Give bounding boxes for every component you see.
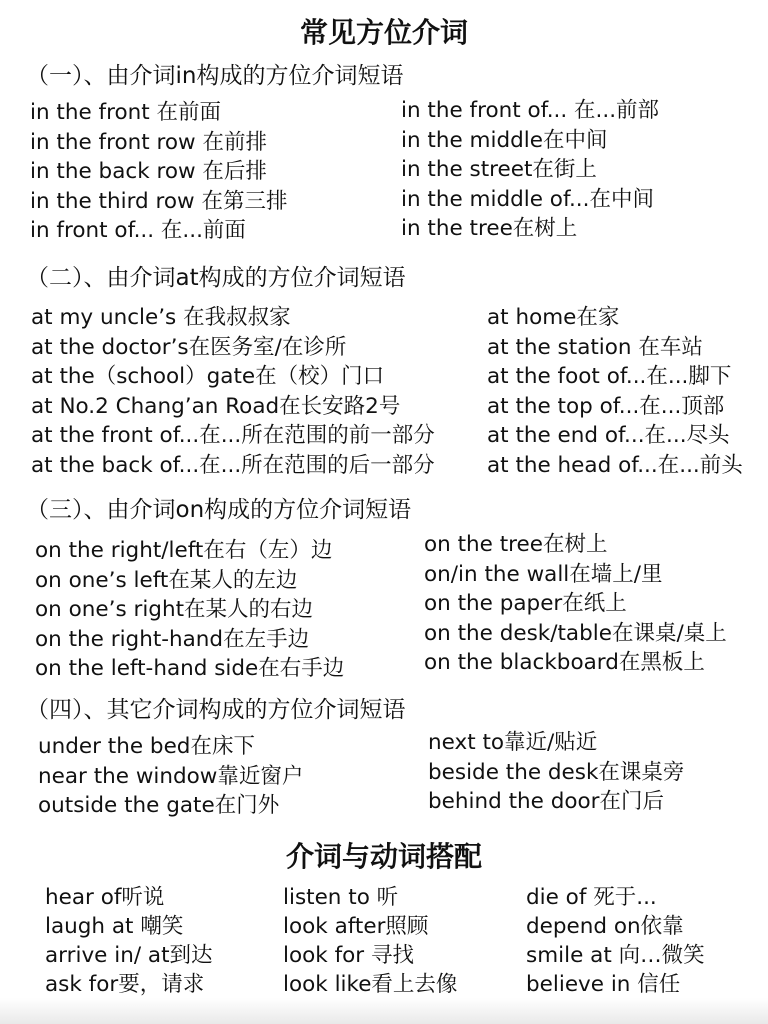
page-title: 常见方位介词 [299,16,468,49]
section-title-in: （一）、由介词in构成的方位介词短语 [26,63,404,89]
phrase-list-other-left [38,732,303,821]
phrase-list-on-right [424,530,727,678]
verb-collocation-title: 介词与动词搭配 [285,840,482,873]
phrase-item: behind the door在门后 [428,789,664,814]
phrase-list-at-left [31,303,435,480]
phrase-item: at the（school）gate在（校）门口 [31,364,385,389]
phrase-item: at the head of...在...前头 [487,452,743,478]
phrase-item: in front of... 在...前面 [30,218,246,243]
phrase-item: on the left-hand side在右手边 [35,656,345,681]
phrase-item: in the front row 在前排 [30,129,267,155]
phrase-item: near the window靠近窗户 [38,763,304,789]
verb-item: arrive in/ at到达 [45,943,213,968]
phrase-item: in the front 在前面 [30,100,222,125]
phrase-list-in-right [401,96,659,244]
phrase-item: in the front of... 在...前部 [401,98,660,123]
phrase-item: at the top of...在...顶部 [487,393,725,419]
phrase-item: beside the desk在课桌旁 [428,759,685,785]
section-title-at: （二）、由介词at构成的方位介词短语 [26,265,406,291]
verb-item: look after照顾 [283,914,429,939]
phrase-item: on the right-hand在左手边 [35,626,310,652]
verb-item: depend on依靠 [526,914,684,939]
phrase-item: in the middle在中间 [401,127,608,153]
verb-item: laugh at 嘲笑 [45,914,184,939]
phrase-item: on the desk/table在课桌/桌上 [424,620,727,646]
verb-item: ask for要，请求 [45,972,205,997]
phrase-item: at No.2 Chang’an Road在长安路2号 [31,393,401,419]
verb-item: die of 死于... [526,885,657,910]
phrase-item: on the blackboard在黑板上 [424,650,705,675]
phrase-item: on one’s left在某人的左边 [35,567,298,593]
phrase-item: on the tree在树上 [424,532,608,557]
phrase-item: at the back of...在...所在范围的后一部分 [31,452,435,478]
phrase-item: next to靠近/贴近 [428,730,598,755]
verb-list-col1 [45,883,213,999]
phrase-list-at-right [487,303,743,480]
verb-list-col3 [526,883,705,999]
phrase-item: in the third row 在第三排 [30,188,288,214]
phrase-item: in the tree在树上 [401,216,578,241]
phrase-list-in-left [30,98,287,246]
section-title-other: （四）、其它介词构成的方位介词短语 [26,697,406,723]
verb-item: look like看上去像 [283,972,458,997]
verb-item: listen to 听 [283,885,399,910]
phrase-item: at my uncle’s 在我叔叔家 [31,305,291,330]
phrase-item: at the end of...在...尽头 [487,423,730,448]
verb-item: smile at 向…微笑 [526,943,705,968]
phrase-item: in the back row 在后排 [30,159,267,184]
phrase-item: in the street在街上 [401,157,597,182]
phrase-item: at the front of...在...所在范围的前一部分 [31,423,435,448]
phrase-item: at the doctor’s在医务室/在诊所 [31,334,347,360]
phrase-item: at home在家 [487,305,620,330]
phrase-item: on the paper在纸上 [424,591,627,616]
phrase-item: at the station 在车站 [487,334,703,360]
phrase-item: on one’s right在某人的右边 [35,597,314,622]
verb-item: look for 寻找 [283,943,414,968]
verb-item: hear of听说 [45,885,165,910]
phrase-item: on the right/left在右（左）边 [35,538,333,563]
phrase-list-on-left [35,536,344,684]
section-title-on: （三）、由介词on构成的方位介词短语 [26,497,412,523]
phrase-list-other-right [428,728,684,817]
phrase-item: on/in the wall在墙上/里 [424,561,663,587]
phrase-item: under the bed在床下 [38,734,255,759]
bottom-shadow [0,998,768,1024]
phrase-item: outside the gate在门外 [38,793,280,818]
phrase-item: in the middle of...在中间 [401,186,654,212]
verb-item: believe in 信任 [526,972,681,997]
phrase-item: at the foot of...在...脚下 [487,364,732,389]
verb-list-col2 [283,883,457,999]
